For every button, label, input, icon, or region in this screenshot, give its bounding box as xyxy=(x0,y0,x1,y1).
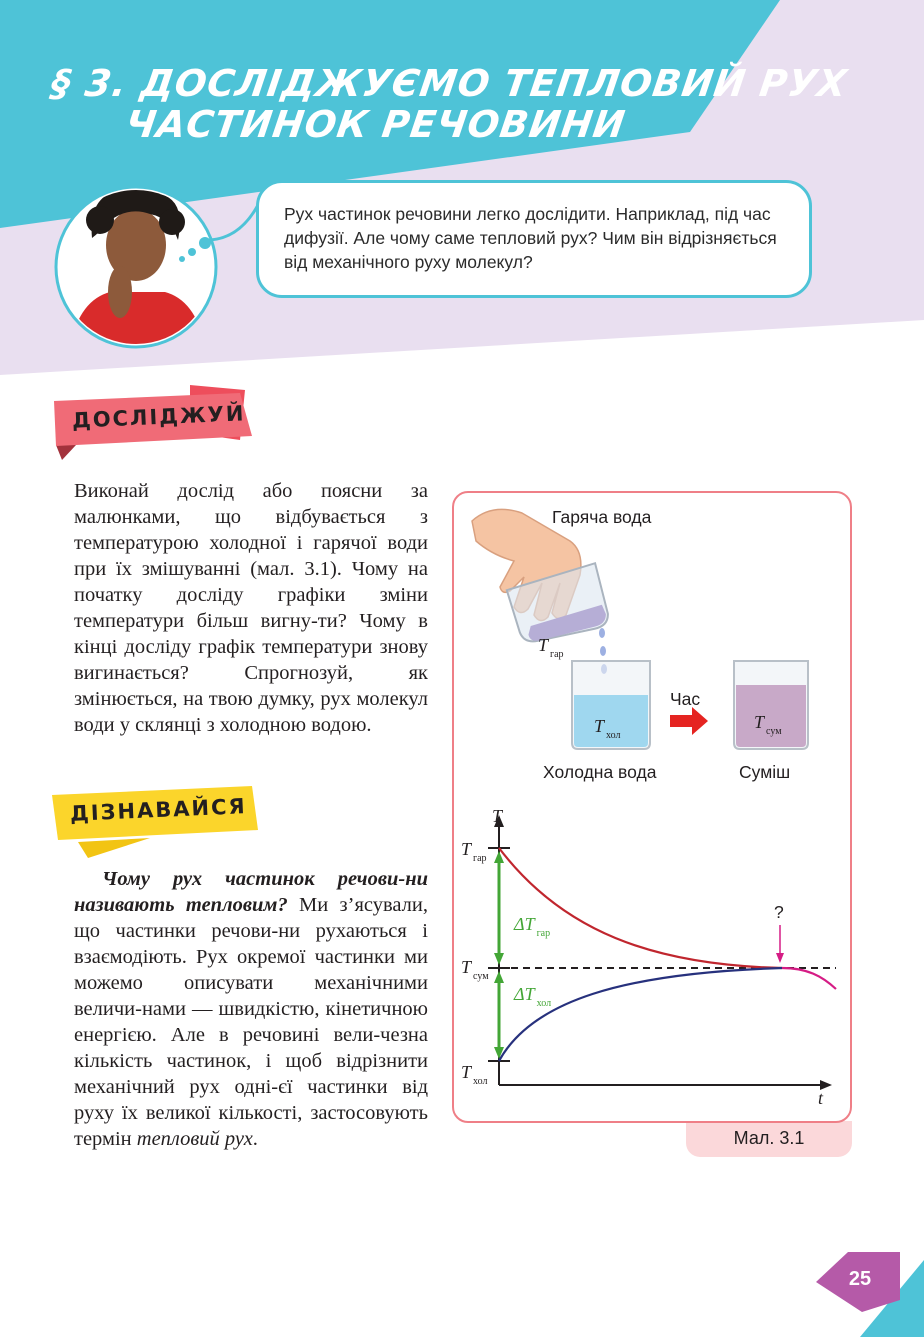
learn-tag: ДІЗНАВАЙСЯ xyxy=(69,794,248,826)
explore-paragraph: Виконай дослід або поясни за малюнками, що відбувається з температурою холодної і гарячої води при їх змішуванні (мал. 3.1). Чому на початку досліду графіки зміни температури більш вигну-ти? Чому в кінці досліду графік температури знову вигинається? Спрогнозуй, як змінюється, на твою думку, рух молекул води у склянці з холодною водою. xyxy=(74,480,428,736)
page-title-line1: § 3. ДОСЛІДЖУЄМО ТЕПЛОВИЙ РУХ xyxy=(48,62,851,105)
tick-label-hot: T $_{гар}$ xyxy=(461,839,487,864)
symbol-t-cold: T $_{хол}$ xyxy=(594,716,621,741)
axis-x-label: t xyxy=(818,1088,824,1108)
label-hot-water: Гаряча вода xyxy=(552,507,652,527)
series-cold-curve xyxy=(499,968,782,1061)
label-cold-water: Холодна вода xyxy=(543,762,657,782)
tick-label-mix: T $_{сум}$ xyxy=(461,957,489,982)
label-time: Час xyxy=(670,689,701,709)
speech-bubble-text: Рух частинок речовини легко дослідити. Наприклад, під час дифузії. Але чому саме тепловий рух? Чим він відрізняється від механічного руху молекул? xyxy=(284,204,777,272)
series-hot-curve xyxy=(499,848,782,968)
tick-label-cold: T $_{хол}$ xyxy=(461,1062,488,1087)
learn-end: . xyxy=(252,1128,258,1150)
hand-pouring-icon xyxy=(472,509,610,645)
axis-y-label: T xyxy=(492,806,503,826)
symbol-t-mix: T $_{сум}$ xyxy=(754,712,782,737)
explore-text xyxy=(74,478,428,738)
page-title-line2: ЧАСТИНОК РЕЧОВИНИ xyxy=(122,103,629,146)
question-label: ? xyxy=(774,902,784,922)
symbol-t-hot: T $_{гар}$ xyxy=(538,635,564,660)
learn-text xyxy=(74,866,428,1152)
time-arrow-icon xyxy=(670,707,708,735)
delta-hot-label: ΔT $_{гар}$ xyxy=(514,914,551,939)
temperature-chart xyxy=(488,815,836,1090)
figure-caption: Мал. 3.1 xyxy=(733,1128,805,1148)
figure-illustration xyxy=(452,491,852,1123)
learn-question: Чому рух частинок речови-ни називають тепловим? xyxy=(74,868,428,916)
label-mixture: Суміш xyxy=(739,762,791,782)
delta-cold-label: ΔT $_{хол}$ xyxy=(514,984,552,1009)
series-forecast-curve xyxy=(782,968,836,989)
page-number: 25 xyxy=(848,1268,872,1290)
learn-paragraph: Ми з’ясували, що частинки речови-ни рухаються і взаємодіють. Рух окремої частинки ми можемо описувати механічними величи-нами — швидкістю, кінетичною енергією. Але в речовині вели-чезна кількість частинок, і щоб відрізнити механічний рух одні-єї частинки від руху їх великої кількості, застосовують термін xyxy=(74,894,428,1150)
explore-tag: ДОСЛІДЖУЙ xyxy=(71,401,246,433)
learn-term: тепловий рух xyxy=(136,1128,253,1150)
